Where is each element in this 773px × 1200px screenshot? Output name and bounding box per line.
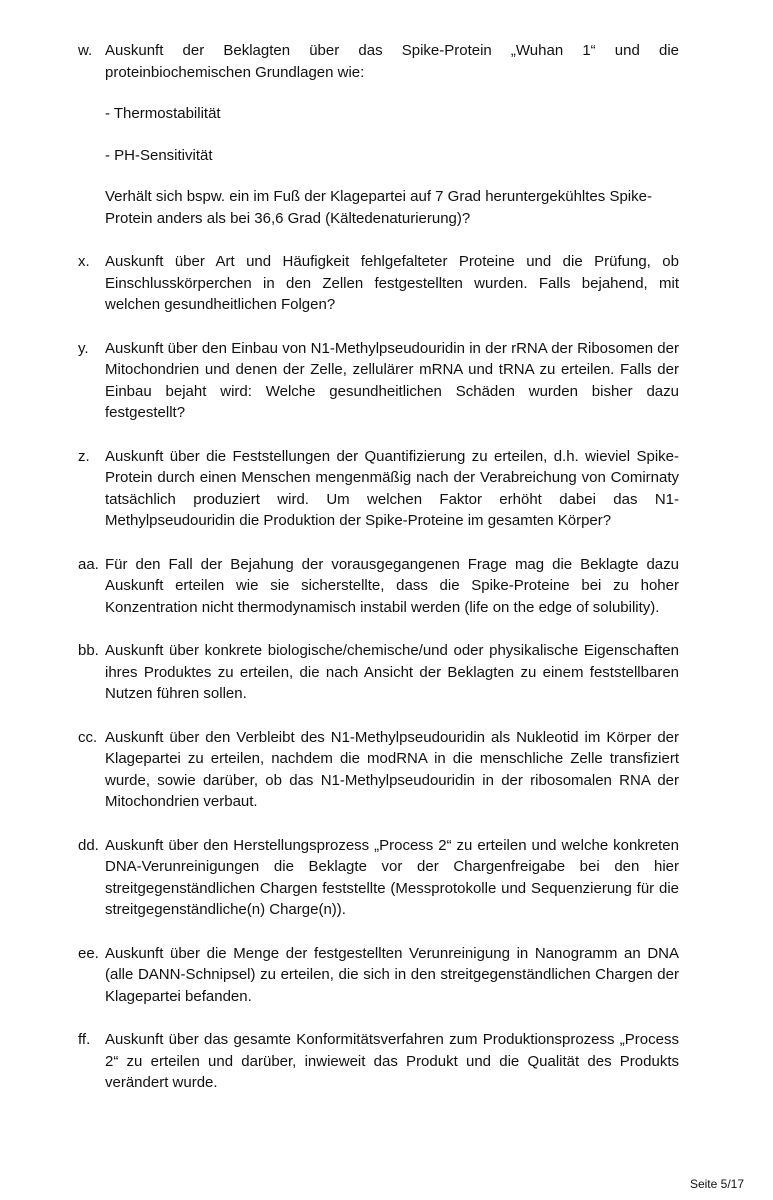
item-marker: bb. bbox=[78, 642, 99, 659]
item-content bbox=[105, 943, 679, 1008]
item-marker: aa. bbox=[78, 555, 99, 573]
item-marker: z. bbox=[78, 447, 90, 465]
item-text: Auskunft über die Menge der festgestellten Verunreinigung in Nanogramm an DNA (alle DANN-Schnipsel) zu erteilen, die sich in den streitgegenständlichen Chargen der Klagepartei befanden. bbox=[105, 944, 679, 1005]
page-number: Seite 5/17 bbox=[689, 1177, 744, 1191]
item-marker: ee. bbox=[78, 944, 99, 962]
list-item-x bbox=[78, 251, 679, 316]
list-item-ee bbox=[78, 943, 679, 1008]
item-content bbox=[105, 40, 679, 229]
item-marker: cc. bbox=[78, 728, 98, 746]
item-content bbox=[105, 338, 679, 424]
item-marker: y. bbox=[78, 339, 89, 357]
item-content bbox=[105, 1029, 679, 1094]
item-subtext: Verhält sich bspw. ein im Fuß der Klagepartei auf 7 Grad heruntergekühltes Spike-Protein anders als bei 36,6 Grad (Kältedenaturierung)? bbox=[105, 188, 652, 227]
item-content bbox=[105, 727, 679, 813]
list-item-z bbox=[78, 446, 679, 532]
item-content bbox=[105, 251, 679, 316]
item-content bbox=[105, 835, 679, 921]
item-subtext: - PH-Sensitivität bbox=[105, 146, 213, 164]
item-content bbox=[105, 554, 679, 619]
item-text: Auskunft über den Verbleibt des N1-Methylpseudouridin als Nukleotid im Körper der Klagepartei zu erteilen, nachdem die modRNA in die menschliche Zelle transfiziert wurde, sowie darüber, ob das N1-Methylpseudouridin in der ribosomalen RNA der Mitochondrien verbaut. bbox=[105, 728, 679, 810]
item-content bbox=[105, 446, 679, 532]
item-text: Auskunft über den Herstellungsprozess „Process 2“ zu erteilen und welche konkreten DNA-Verunreinigungen die Beklagte vor der Chargenfreigabe bei den hier streitgegenständlichen Chargen feststellte (Messprotokolle und Sequenzierung für die streitgegenständliche(n) Charge(n)). bbox=[105, 836, 679, 918]
item-text: Für den Fall der Bejahung der vorausgegangenen Frage mag die Beklagte dazu Auskunft erteilen wie sie sicherstellte, dass die Spike-Proteine bei zu hoher Konzentration nicht thermodynamisch instabil werden (life on the edge of solubility). bbox=[105, 555, 679, 616]
item-text: Auskunft über die Feststellungen der Quantifizierung zu erteilen, d.h. wieviel Spike-Protein durch einen Menschen mengenmäßig nach der Verabreichung von Comirnaty tatsächlich produziert wird. Um welchen Faktor erhöht dabei das N1-Methylpseudouridin die Produktion der Spike-Proteine im gesamten Körper? bbox=[105, 447, 679, 529]
list-item-aa bbox=[78, 554, 679, 619]
item-marker: dd. bbox=[78, 836, 99, 854]
list-item-ff bbox=[78, 1029, 679, 1094]
item-content bbox=[105, 640, 679, 705]
item-text: Auskunft über den Einbau von N1-Methylpseudouridin in der rRNA der Ribosomen der Mitochondrien und denen der Zelle, zellulärer mRNA und tRNA zu erteilen. Falls der Einbau bejaht wird: Welche gesundheitlichen Schäden wurden bisher dazu festgestellt? bbox=[105, 339, 679, 421]
item-marker: x. bbox=[78, 253, 90, 270]
item-text: Auskunft über das gesamte Konformitätsverfahren zum Produktionsprozess „Process 2“ zu erteilen und darüber, inwieweit das Produkt und die Qualität des Produkts verändert wurde. bbox=[105, 1031, 679, 1091]
list-item-y bbox=[78, 338, 679, 424]
list-item-bb bbox=[78, 640, 679, 705]
list-item-cc bbox=[78, 727, 679, 813]
item-marker: w. bbox=[78, 42, 93, 59]
item-text: Auskunft der Beklagten über das Spike-Protein „Wuhan 1“ und die proteinbiochemischen Grundlagen wie: bbox=[105, 42, 679, 81]
list-item-w bbox=[78, 40, 679, 229]
item-subtext: - Thermostabilität bbox=[105, 105, 221, 122]
request-list bbox=[78, 40, 679, 1116]
item-text: Auskunft über Art und Häufigkeit fehlgefalteter Proteine und die Prüfung, ob Einschlusskörperchen in den Zellen festgestellten wurden. Falls bejahend, mit welchen gesundheitlichen Folgen? bbox=[105, 253, 679, 313]
item-marker: ff. bbox=[78, 1031, 91, 1048]
list-item-dd bbox=[78, 835, 679, 921]
item-text: Auskunft über konkrete biologische/chemische/und oder physikalische Eigenschaften ihres Produktes zu erteilen, die nach Ansicht der Beklagten zu einem feststellbaren Nutzen führen sollen. bbox=[105, 642, 679, 702]
